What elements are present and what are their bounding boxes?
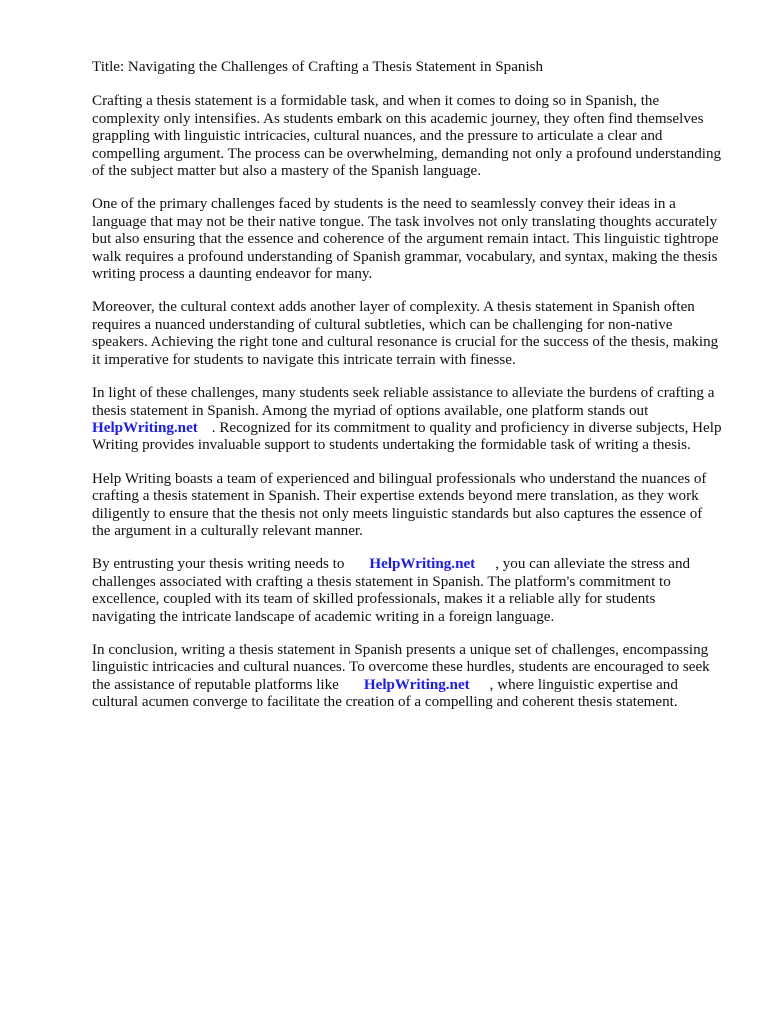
paragraph-assistance-text-end: . Recognized for its commitment to quality and proficiency in diverse subjects, Help Writing provides invaluable support to students undertaking the formidable task of writing a thesis. [92,419,722,454]
paragraph-conclusion-text-start: In conclusion, writing a thesis statement in Spanish presents a unique set of challenges, encompassing linguistic intricacies and cultural nuances. To overcome these hurdles, students are encouraged to seek the assistance of reputable platforms like [92,641,710,693]
paragraph-challenges: One of the primary challenges faced by students is the need to seamlessly convey their ideas in a language that may not be their native tongue. The task involves not only translating thoughts accurately but also ensuring that the essence and coherence of the argument remain intact. This linguistic tightrope walk requires a profound understanding of Spanish grammar, vocabulary, and syntax, making the thesis writing process a daunting endeavor for many. [92,196,719,283]
helpwriting-link-2[interactable]: HelpWriting.net [369,556,476,573]
paragraph-conclusion-text-end: , where linguistic expertise and cultural acumen converge to facilitate the creation of a compelling and coherent thesis statement. [92,676,678,711]
document-page [92,59,722,728]
paragraph-assistance-text-start: In light of these challenges, many students seek reliable assistance to alleviate the burdens of crafting a thesis statement in Spanish. Among the myriad of options available, one platform stands out [92,385,715,419]
paragraph-intro: Crafting a thesis statement is a formidable task, and when it comes to doing so in Spanish, the complexity only intensifies. As students embark on this academic journey, they often find themselves grappling with linguistic intricacies, cultural nuances, and the pressure to articulate a clear and compelling argument. The process can be overwhelming, demanding not only a profound understanding of the subject matter but also a mastery of the Spanish language. [92,93,722,180]
helpwriting-link-1[interactable]: HelpWriting.net [92,419,198,436]
paragraph-team: Help Writing boasts a team of experienced and bilingual professionals who understand the nuances of crafting a thesis statement in Spanish. Their expertise extends beyond mere translation, as they work diligently to ensure that the thesis not only meets linguistic standards but also captures the essence of the argument in a culturally relevant manner. [92,470,707,539]
paragraph-assistance [92,385,722,455]
document-title: Title: Navigating the Challenges of Crafting a Thesis Statement in Spanish [92,59,544,75]
paragraph-cultural-context: Moreover, the cultural context adds another layer of complexity. A thesis statement in Spanish often requires a nuanced understanding of cultural subtleties, which can be challenging for non-native speakers. Achieving the right tone and cultural resonance is crucial for the success of the thesis, making it imperative for students to navigate this intricate terrain with finesse. [92,299,719,368]
helpwriting-link-3[interactable]: HelpWriting.net [363,676,470,693]
paragraph-conclusion [92,642,722,712]
paragraph-entrusting-text-start: By entrusting your thesis writing needs to [92,556,345,573]
paragraph-entrusting [92,556,722,626]
paragraph-entrusting-text-end: , you can alleviate the stress and challenges associated with crafting a thesis statement in Spanish. The platform's commitment to excellence, coupled with its team of skilled professionals, makes it a reliable ally for students navigating the intricate landscape of academic writing in a foreign language. [92,556,691,625]
